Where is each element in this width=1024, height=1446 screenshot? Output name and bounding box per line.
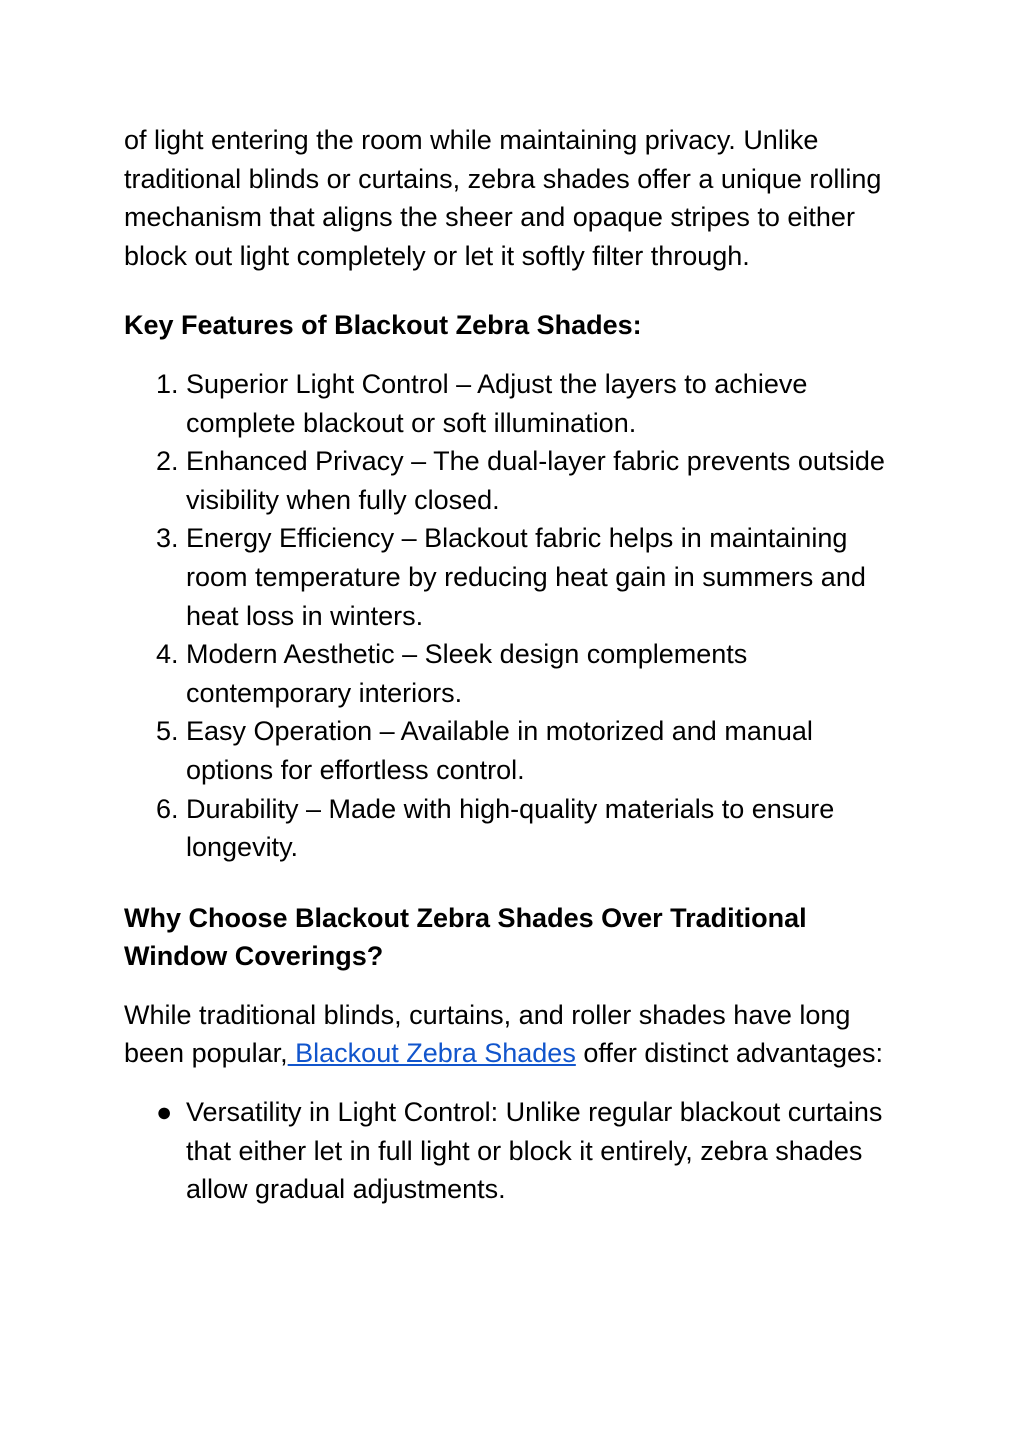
feature-item: 3. Energy Efficiency – Blackout fabric helps in maintaining room temperature by reducing heat gain in summers and heat loss in winters.	[186, 519, 904, 635]
feature-item: 4. Modern Aesthetic – Sleek design complements contemporary interiors.	[186, 635, 904, 712]
feature-item: 6. Durability – Made with high-quality materials to ensure longevity.	[186, 790, 904, 867]
key-features-list	[124, 365, 904, 867]
feature-item: 1. Superior Light Control – Adjust the layers to achieve complete blackout or soft illumination.	[186, 365, 904, 442]
bullet-marker-icon: ●	[156, 1097, 173, 1128]
why-choose-heading: Why Choose Blackout Zebra Shades Over Traditional Window Coverings?	[124, 902, 807, 972]
feature-item: 2. Enhanced Privacy – The dual-layer fabric prevents outside visibility when fully closed.	[186, 442, 904, 519]
intro-paragraph: of light entering the room while maintaining privacy. Unlike traditional blinds or curtains, zebra shades offer a unique rolling mechanism that aligns the sheer and opaque stripes to either block out light completely or let it softly filter through.	[124, 125, 882, 271]
feature-item: 5. Easy Operation – Available in motorized and manual options for effortless control.	[186, 712, 904, 789]
document-page	[124, 121, 904, 1209]
advantages-text-before: While traditional blinds, curtains, and roller shades have long been popular,	[124, 999, 851, 1069]
key-features-heading: Key Features of Blackout Zebra Shades:	[124, 310, 642, 341]
advantages-bullet-list	[124, 1093, 904, 1209]
bullet-text: Versatility in Light Control: Unlike regular blackout curtains that either let in full light or block it entirely, zebra shades allow gradual adjustments.	[186, 1097, 883, 1205]
advantages-text-after: offer distinct advantages:	[575, 1038, 884, 1069]
blackout-zebra-shades-link[interactable]: Blackout Zebra Shades	[287, 1038, 576, 1069]
advantages-paragraph	[124, 996, 904, 1073]
bullet-item	[156, 1093, 904, 1209]
